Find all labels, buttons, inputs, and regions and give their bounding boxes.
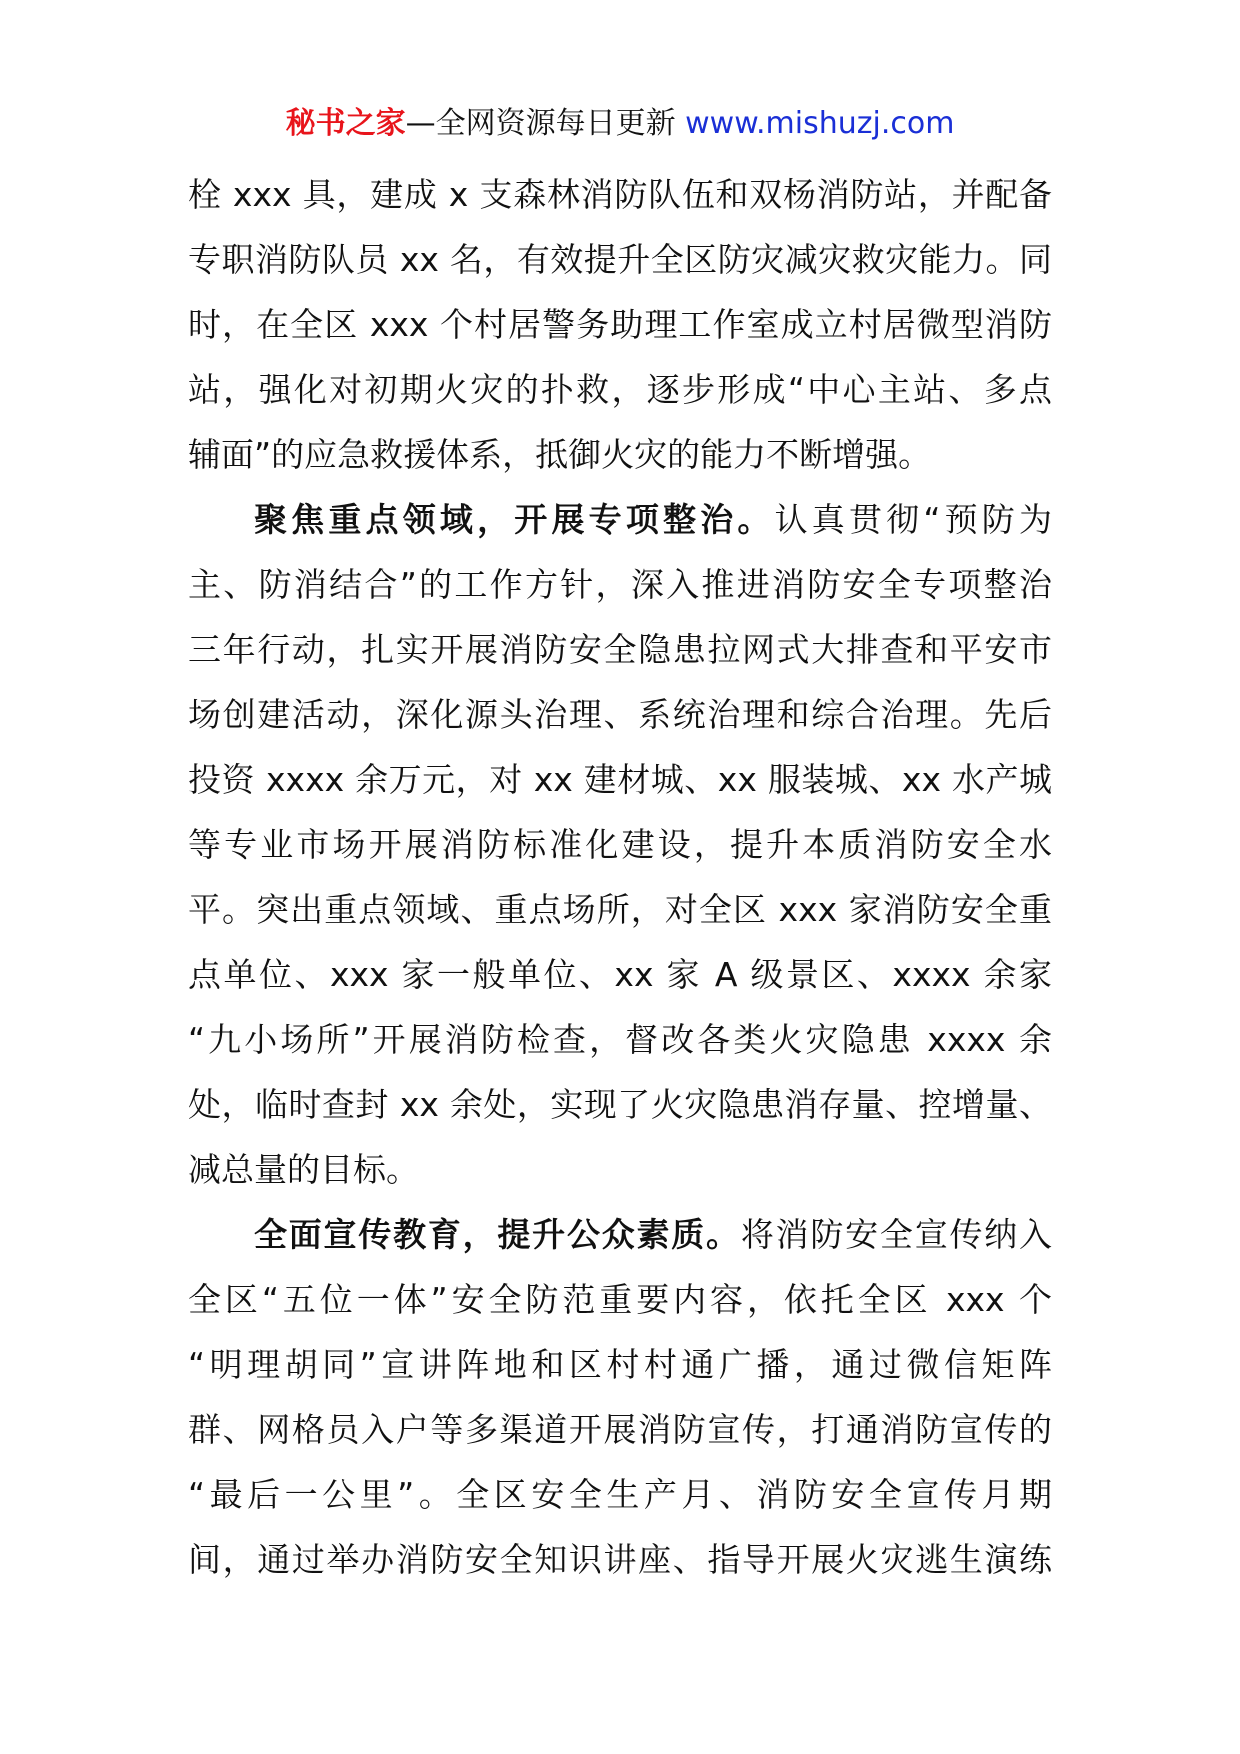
text-line: 全区“五位一体”安全防范重要内容，依托全区 xxx 个	[188, 1280, 1052, 1319]
text-line: 站，强化对初期火灾的扑救，逐步形成“中心主站、多点	[188, 370, 1052, 409]
body-text	[188, 162, 1052, 1592]
text-line: 减总量的目标。	[188, 1150, 419, 1189]
text-line: 场创建活动，深化源头治理、系统治理和综合治理。先后	[188, 695, 1052, 734]
text-line: 间，通过举办消防安全知识讲座、指导开展火灾逃生演练	[188, 1540, 1052, 1579]
text-line: 投资 xxxx 余万元，对 xx 建材城、xx 服装城、xx 水产城	[188, 760, 1052, 799]
paragraph-heading-line	[188, 1202, 1052, 1267]
site-tagline: —全网资源每日更新	[405, 106, 686, 141]
text-line: 平。突出重点领域、重点场所，对全区 xxx 家消防安全重	[188, 890, 1052, 929]
text-line: 主、防消结合”的工作方针，深入推进消防安全专项整治	[188, 565, 1052, 604]
text-line: “九小场所”开展消防检查，督改各类火灾隐患 xxxx 余	[188, 1020, 1052, 1059]
paragraph-heading-line	[188, 487, 1052, 552]
paragraph-text: 认真贯彻“预防为	[774, 500, 1052, 539]
text-line: “最后一公里”。全区安全生产月、消防安全宣传月期	[188, 1475, 1052, 1514]
text-line: 时，在全区 xxx 个村居警务助理工作室成立村居微型消防	[188, 305, 1052, 344]
paragraph-text: 将消防安全宣传纳入	[740, 1215, 1053, 1254]
text-line: 点单位、xxx 家一般单位、xx 家 A 级景区、xxxx 余家	[188, 955, 1052, 994]
paragraph-heading: 聚焦重点领域，开展专项整治。	[254, 500, 775, 539]
text-line: 处，临时查封 xx 余处，实现了火灾隐患消存量、控增量、	[188, 1085, 1052, 1124]
text-line: 专职消防队员 xx 名，有效提升全区防灾减灾救灾能力。同	[188, 240, 1052, 279]
text-line: 栓 xxx 具，建成 x 支森林消防队伍和双杨消防站，并配备	[188, 175, 1052, 214]
paragraph-heading: 全面宣传教育，提升公众素质。	[254, 1215, 741, 1254]
text-line: 三年行动，扎实开展消防安全隐患拉网式大排查和平安市	[188, 630, 1052, 669]
text-line: 等专业市场开展消防标准化建设，提升本质消防安全水	[188, 825, 1052, 864]
site-url-link[interactable]: www.mishuzj.com	[685, 106, 955, 141]
text-line: 辅面”的应急救援体系，抵御火灾的能力不断增强。	[188, 435, 932, 474]
page-header	[0, 104, 1240, 144]
text-line: “明理胡同”宣讲阵地和区村村通广播，通过微信矩阵	[188, 1345, 1052, 1384]
site-name: 秘书之家	[285, 106, 406, 141]
text-line: 群、网格员入户等多渠道开展消防宣传，打通消防宣传的	[188, 1410, 1052, 1449]
